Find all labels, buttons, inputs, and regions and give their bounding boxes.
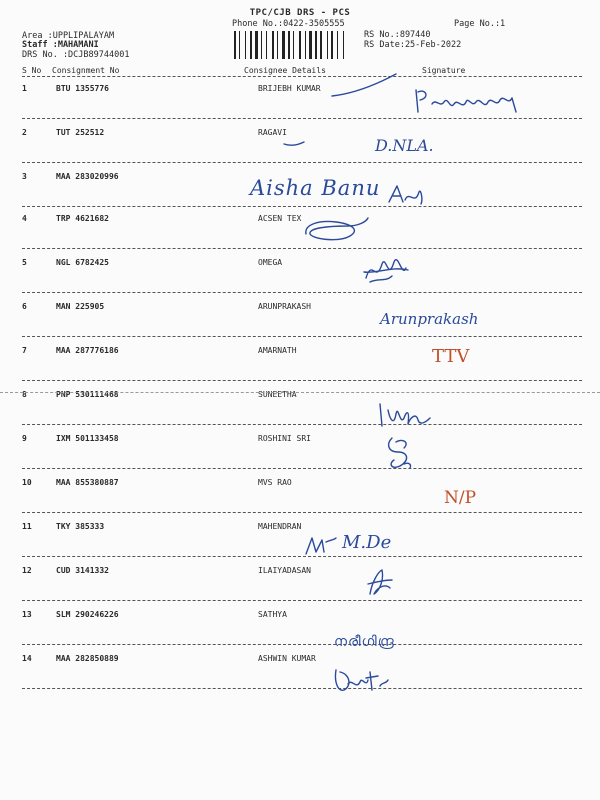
row-divider (22, 512, 582, 513)
row-consignee-name: RAGAVI (258, 128, 287, 137)
rs-number: RS No.:897440 (364, 30, 431, 40)
signature-row-2: D.NLA. (375, 136, 434, 155)
table-row (0, 302, 600, 316)
row-divider (22, 248, 582, 249)
row-serial-number: 2 (22, 128, 27, 137)
signature-row-14 (330, 664, 390, 698)
barcode-bar (315, 31, 317, 59)
row-consignment-number: SLM 290246226 (56, 610, 119, 619)
row-serial-number: 1 (22, 84, 27, 93)
barcode-bar (331, 31, 333, 59)
row-serial-number: 11 (22, 522, 32, 531)
row-consignment-number: MAN 225905 (56, 302, 105, 311)
signature-row-6: Arunprakash (380, 310, 479, 328)
table-row (0, 478, 600, 492)
row-divider (22, 162, 582, 163)
row-consignee-name: AMARNATH (258, 346, 297, 355)
row-divider (22, 336, 582, 337)
table-row (0, 566, 600, 580)
signature-row-12 (364, 566, 394, 598)
barcode-bar (277, 31, 278, 59)
area-label: Area :UPPLIPALAYAM (22, 31, 115, 41)
row-divider (22, 424, 582, 425)
row-serial-number: 6 (22, 302, 27, 311)
row-divider (22, 380, 582, 381)
barcode-bar (343, 31, 344, 59)
row-divider (22, 600, 582, 601)
staff-label: Staff :MAHAMANI (22, 40, 99, 50)
header-divider (22, 76, 582, 77)
barcode-bar (250, 31, 252, 59)
row-serial-number: 3 (22, 172, 27, 181)
row-serial-number: 13 (22, 610, 32, 619)
row-consignment-number: TUT 252512 (56, 128, 105, 137)
row-serial-number: 8 (22, 390, 27, 399)
barcode-bar (272, 31, 274, 59)
signature-row-4 (300, 212, 370, 242)
col-signature-header: Signature (422, 66, 466, 75)
table-row (0, 258, 600, 272)
row-consignee-name: ROSHINI SRI (258, 434, 311, 443)
row-serial-number: 12 (22, 566, 32, 575)
row-consignment-number: MAA 287776186 (56, 346, 119, 355)
row-consignment-number: PNP 530111468 (56, 390, 119, 399)
table-row (0, 434, 600, 448)
row-consignee-name: SATHYA (258, 610, 287, 619)
row-consignment-number: MAA 282850889 (56, 654, 119, 663)
signature-row-7: TTV (432, 346, 470, 367)
barcode-bar (266, 31, 267, 59)
signature-row-9 (382, 434, 416, 472)
signature-row-13: നരീഗിന്ദ്ര (334, 634, 395, 650)
row-consignee-name: ACSEN TEX (258, 214, 302, 223)
rs-date: RS Date:25-Feb-2022 (364, 40, 462, 50)
barcode-bar (327, 31, 328, 59)
row-serial-number: 7 (22, 346, 27, 355)
table-row (0, 346, 600, 360)
row-consignee-name: ASHWIN KUMAR (258, 654, 316, 663)
row-consignee-name: ARUNPRAKASH (258, 302, 311, 311)
barcode-bar (288, 31, 290, 59)
page-number: Page No.:1 (454, 19, 506, 29)
barcode-bar (234, 31, 236, 59)
row-divider (22, 688, 582, 689)
barcode (232, 30, 360, 60)
col-consignment-header: Consignment No (52, 66, 120, 75)
sheet-title: TPC/CJB DRS - PCS (249, 8, 351, 18)
signature-row-3: Aisha Banu (250, 176, 381, 200)
col-sno-header: S No (22, 66, 42, 75)
row-serial-number: 10 (22, 478, 32, 487)
row-consignee-name: MVS RAO (258, 478, 292, 487)
barcode-bar (261, 31, 262, 59)
row-divider (22, 292, 582, 293)
signature-row-10: N/P (444, 488, 477, 508)
signature-row-1 (412, 86, 522, 120)
barcode-bar (245, 31, 246, 59)
row-consignment-number: MAA 855380887 (56, 478, 119, 487)
table-row (0, 610, 600, 624)
drs-number: DRS No. :DCJB89744001 (22, 50, 130, 60)
row-consignment-number: NGL 6782425 (56, 258, 109, 267)
barcode-bar (337, 31, 338, 59)
row-consignment-number: TRP 4621682 (56, 214, 109, 223)
row-serial-number: 5 (22, 258, 27, 267)
table-row (0, 522, 600, 536)
row-consignee-name: OMEGA (258, 258, 283, 267)
row-serial-number: 9 (22, 434, 27, 443)
row-consignee-name: MAHENDRAN (258, 522, 302, 531)
row-divider (22, 468, 582, 469)
barcode-bar (293, 31, 294, 59)
signature-row-3-initials (385, 182, 425, 208)
row-consignment-number: IXM 501133458 (56, 434, 119, 443)
col-consignee-header: Consignee Details (244, 66, 326, 75)
row-consignee-name: BRIJEBH KUMAR (258, 84, 321, 93)
row-consignment-number: BTU 1355776 (56, 84, 109, 93)
row-divider (22, 206, 582, 207)
row-consignee-name: ILAIYADASAN (258, 566, 311, 575)
barcode-bar (255, 31, 258, 59)
signature-row-11-mark (302, 534, 338, 558)
phone-number: Phone No.:0422-3505555 (232, 19, 345, 29)
barcode-bar (299, 31, 301, 59)
table-row (0, 654, 600, 668)
signature-row-8 (374, 400, 434, 432)
row-divider (22, 644, 582, 645)
row-consignee-name: SUNEETHA (258, 390, 297, 399)
barcode-bar (320, 31, 322, 59)
row-serial-number: 4 (22, 214, 27, 223)
signature-tick-row-2 (282, 136, 306, 150)
signature-row-11: M.De (342, 532, 392, 553)
row-consignment-number: MAA 283020996 (56, 172, 119, 181)
signature-scribble-1 (330, 70, 400, 100)
barcode-bar (239, 31, 240, 59)
barcode-bar (309, 31, 312, 59)
row-consignment-number: CUD 3141332 (56, 566, 109, 575)
scan-artifact-line (0, 392, 600, 393)
barcode-bar (305, 31, 306, 59)
row-consignment-number: TKY 385333 (56, 522, 105, 531)
barcode-bar (282, 31, 285, 59)
row-serial-number: 14 (22, 654, 32, 663)
signature-row-5 (362, 254, 410, 286)
